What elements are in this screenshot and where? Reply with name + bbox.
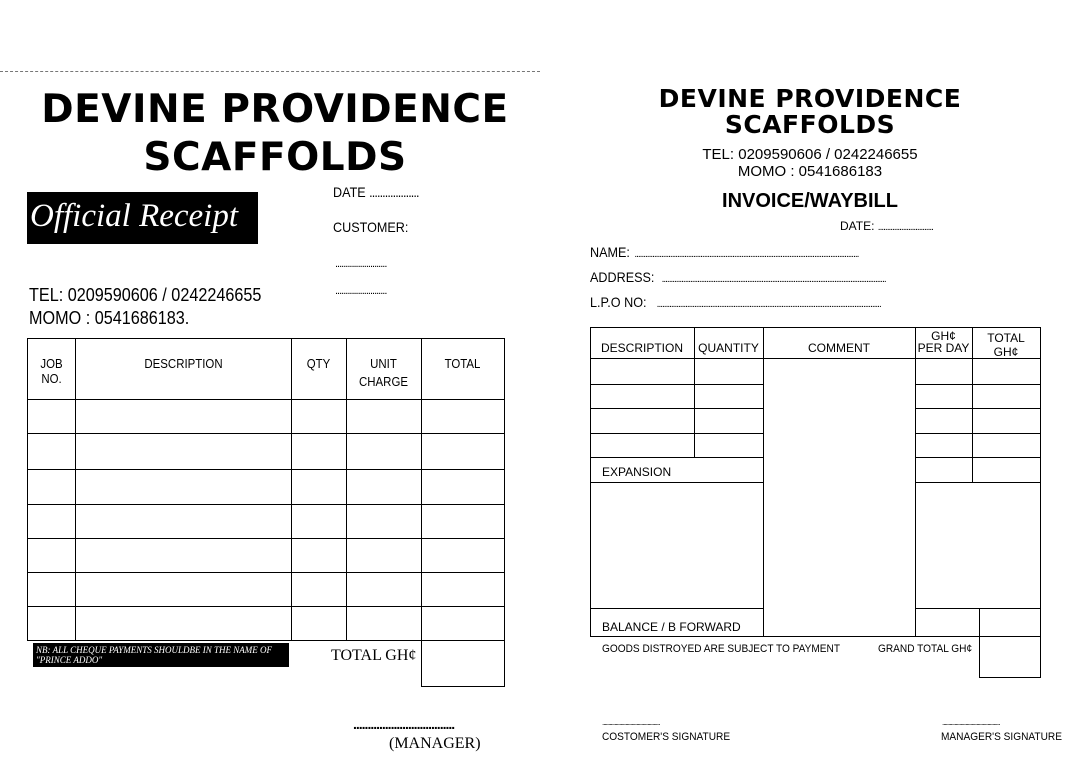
receipt-badge: Official Receipt [27, 192, 258, 244]
customer-signature-line[interactable]: ............................................... [602, 718, 660, 727]
col-charge: CHARGE [359, 374, 408, 389]
invoice-company-line1: DEVINE PROVIDENCE [658, 84, 962, 113]
manager-signature-line[interactable]: ................................... [353, 716, 455, 732]
col-unit: UNIT [370, 356, 397, 371]
invoice-address-field[interactable]: .............................................................................................................................. [661, 274, 886, 285]
col-description: DESCRIPTION [144, 356, 223, 371]
invoice-date-field[interactable]: ............................... [877, 222, 933, 233]
invoice-address-row: ADDRESS: .............................................................................................................................. [590, 269, 886, 285]
cut-line [0, 71, 540, 72]
inv-col-total: TOTAL [987, 331, 1025, 345]
expansion-label: EXPANSION [602, 465, 672, 479]
invoice-date: DATE: ............................... [840, 219, 933, 233]
receipt-date-label: DATE ................... [333, 184, 419, 200]
invoice-name-field[interactable]: .............................................................................................................................. [634, 249, 859, 260]
col-job-no: JOB NO. [40, 356, 63, 386]
receipt-momo: MOMO : 0541686183. [29, 308, 190, 328]
manager-label: (MANAGER) [389, 735, 481, 752]
receipt-total-label: TOTAL GH¢ [331, 647, 417, 664]
company-name-line2: SCAFFOLDS [143, 135, 407, 180]
invoice-momo: MOMO : 0541686183 [737, 163, 883, 180]
customer-signature-label: COSTOMER'S SIGNATURE [602, 731, 731, 743]
cheque-note: NB: ALL CHEQUE PAYMENTS SHOULDBE IN THE NAME OF "PRINCE ADDO" [33, 643, 289, 667]
inv-col-total-ghc: GH¢ [993, 345, 1019, 359]
balance-label: BALANCE / B FORWARD [602, 620, 741, 634]
receipt-customer-label: CUSTOMER: [333, 219, 409, 235]
invoice-tel: TEL: 0209590606 / 0242246655 [702, 146, 918, 163]
invoice-title: INVOICE/WAYBILL [722, 190, 898, 212]
grand-total-label: GRAND TOTAL GH¢ [878, 643, 973, 655]
receipt-table-border [27, 338, 505, 641]
receipt-tel: TEL: 0209590606 / 0242246655 [29, 285, 262, 305]
goods-note: GOODS DISTROYED ARE SUBJECT TO PAYMENT [602, 643, 841, 655]
inv-col-comment: COMMENT [808, 341, 870, 355]
receipt-date-field[interactable]: ................... [369, 184, 419, 200]
col-qty: QTY [306, 356, 331, 371]
inv-col-description: DESCRIPTION [600, 341, 683, 355]
receipt-customer-field-2[interactable]: ......................... [335, 285, 387, 297]
manager-signature-label: MANAGER'S SIGNATURE [941, 731, 1062, 743]
inv-col-ghc: GH¢ [931, 329, 956, 343]
invoice-lpo-field[interactable]: .............................................................................................................................. [656, 299, 881, 310]
receipt-customer-field-1[interactable]: ......................... [335, 258, 387, 270]
inv-col-per-day: PER DAY [917, 341, 970, 355]
manager-signature-line-invoice[interactable]: ............................................... [942, 718, 1000, 727]
col-total: TOTAL [444, 356, 481, 371]
inv-col-quantity: QUANTITY [698, 341, 759, 355]
invoice-lpo-row: L.P.O NO: .............................................................................................................................. [590, 294, 881, 310]
invoice-name-row: NAME: .............................................................................................................................. [590, 244, 859, 260]
invoice-company-line2: SCAFFOLDS [724, 110, 896, 139]
company-name-line1: DEVINE PROVIDENCE [41, 87, 509, 132]
